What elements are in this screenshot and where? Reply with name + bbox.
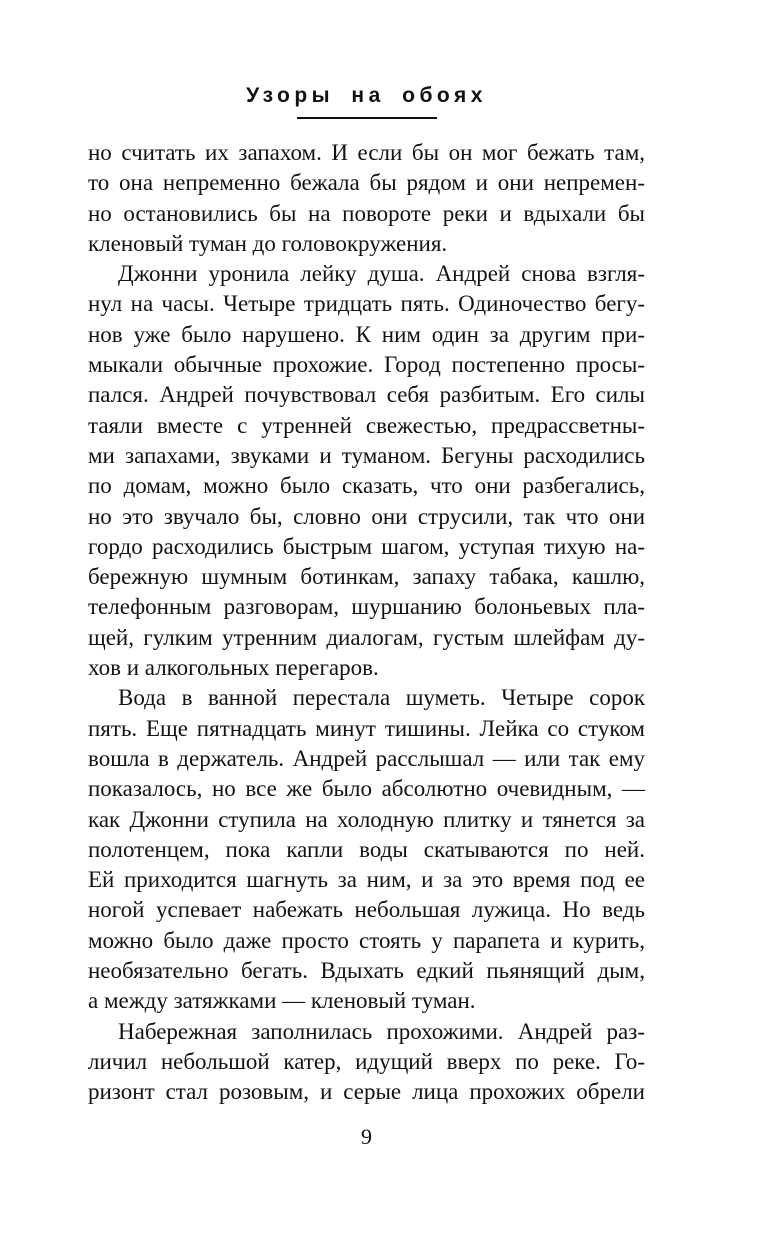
page-number: 9 (361, 1124, 372, 1149)
text-line: но остановились бы на повороте реки и вдыхали бы (88, 200, 645, 226)
text-line: вошла в держатель. Андрей расслышал — или так ему (88, 745, 645, 771)
text-line: полотенцем, пока капли воды скатываются по ней. (88, 836, 645, 862)
text-line: ми запахами, звуками и туманом. Бегуны расходились (88, 442, 645, 468)
text-line: ногой успевает набежать небольшая лужица. Но ведь (88, 897, 645, 923)
page-footer (88, 1124, 645, 1150)
text-line: щей, гулким утренним диалогам, густым шлейфам ду- (88, 624, 645, 650)
text-line: но считать их запахом. И если бы он мог бежать там, (88, 140, 645, 165)
text-line: пался. Андрей почувствовал себя разбитым. Его силы (88, 382, 645, 408)
text-line: Ей приходится шагнуть за ним, и за это время под ее (88, 867, 645, 893)
text-line: как Джонни ступила на холодную плитку и тянется за (88, 806, 645, 832)
text-line: ризонт стал розовым, и серые лица прохожих обрели (88, 1079, 645, 1105)
text-line: таяли вместе с утренней свежестью, предрассветны- (88, 412, 645, 438)
text-line: нов уже было нарушено. К ним один за другим при- (88, 321, 645, 347)
text-line: а между затяжками — кленовый туман. (88, 988, 476, 1014)
text-line: гордо расходились быстрым шагом, уступая тихую на- (88, 533, 645, 559)
text-line: кленовый туман до головокружения. (88, 230, 448, 256)
text-line: бережную шумным ботинкам, запаху табака, кашлю, (88, 564, 645, 590)
header-rule (297, 117, 437, 119)
text-line: можно было даже просто стоять у парапета и курить, (88, 927, 645, 953)
text-line: Набережная заполнилась прохожими. Андрей раз- (118, 1018, 645, 1044)
text-line: необязательно бегать. Вдыхать едкий пьянящий дым, (88, 958, 645, 984)
text-line: пять. Еще пятнадцать минут тишины. Лейка со стуком (88, 715, 645, 741)
text-line: хов и алкогольных перегаров. (88, 655, 379, 681)
text-line: Джонни уронила лейку душа. Андрей снова взгля- (118, 261, 645, 287)
text-line: по домам, можно было сказать, что они разбегались, (88, 473, 645, 499)
text-line: показалось, но все же было абсолютно очевидным, — (88, 776, 645, 802)
text-line: мыкали обычные прохожие. Город постепенно просы- (88, 352, 645, 378)
body-text (88, 138, 645, 1108)
text-line: телефонным разговорам, шуршанию болоньевых пла- (88, 594, 645, 620)
text-line: нул на часы. Четыре тридцать пять. Одиночество бегу- (88, 291, 645, 317)
text-line: то она непременно бежала бы рядом и они непремен- (88, 170, 645, 196)
page-title: Узоры на обоях (246, 84, 487, 107)
text-line: личил небольшой катер, идущий вверх по реке. Го- (88, 1048, 645, 1074)
text-line: но это звучало бы, словно они струсили, так что они (88, 503, 645, 529)
text-line: Вода в ванной перестала шуметь. Четыре сорок (118, 685, 645, 711)
running-header (88, 84, 645, 119)
